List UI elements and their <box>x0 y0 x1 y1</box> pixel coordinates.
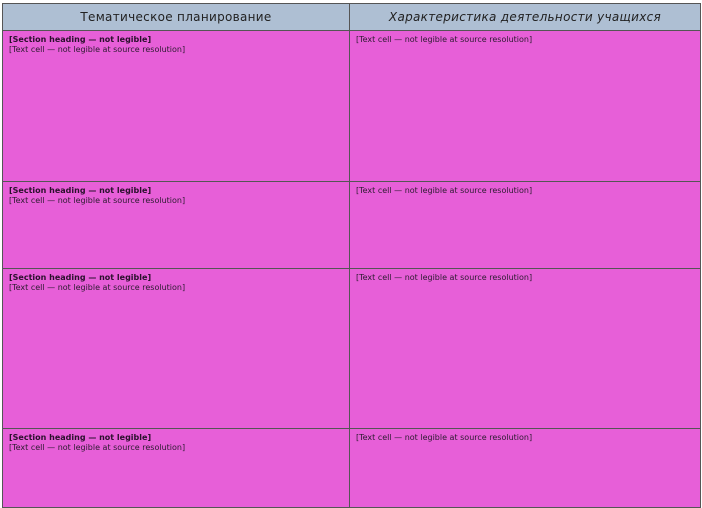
topic-cell <box>3 31 350 182</box>
activity-cell <box>350 31 701 182</box>
activity-text: [Text cell — not legible at source resolution] <box>356 35 533 44</box>
header-row <box>3 4 701 31</box>
activity-cell <box>350 182 701 269</box>
topic-title: [Section heading — not legible] <box>9 35 152 44</box>
table-row <box>3 269 701 429</box>
topic-title: [Section heading — not legible] <box>9 186 152 195</box>
topic-text: [Text cell — not legible at source resolution] <box>9 195 186 205</box>
topic-text: [Text cell — not legible at source resolution] <box>9 44 186 54</box>
table-row <box>3 182 701 269</box>
topic-cell <box>3 429 350 508</box>
topic-cell <box>3 269 350 429</box>
activity-text: [Text cell — not legible at source resolution] <box>356 273 533 282</box>
planning-table <box>2 3 701 508</box>
activity-cell <box>350 269 701 429</box>
topic-text: [Text cell — not legible at source resolution] <box>9 442 186 452</box>
topic-text: [Text cell — not legible at source resolution] <box>9 282 186 292</box>
topic-cell <box>3 182 350 269</box>
topic-title: [Section heading — not legible] <box>9 273 152 282</box>
activity-text: [Text cell — not legible at source resolution] <box>356 186 533 195</box>
activity-cell <box>350 429 701 508</box>
activity-text: [Text cell — not legible at source resolution] <box>356 433 533 442</box>
topic-title: [Section heading — not legible] <box>9 433 152 442</box>
table-row <box>3 429 701 508</box>
header-activity: Характеристика деятельности учащихся <box>350 4 701 31</box>
header-topic: Тематическое планирование <box>3 4 350 31</box>
table-row <box>3 31 701 182</box>
